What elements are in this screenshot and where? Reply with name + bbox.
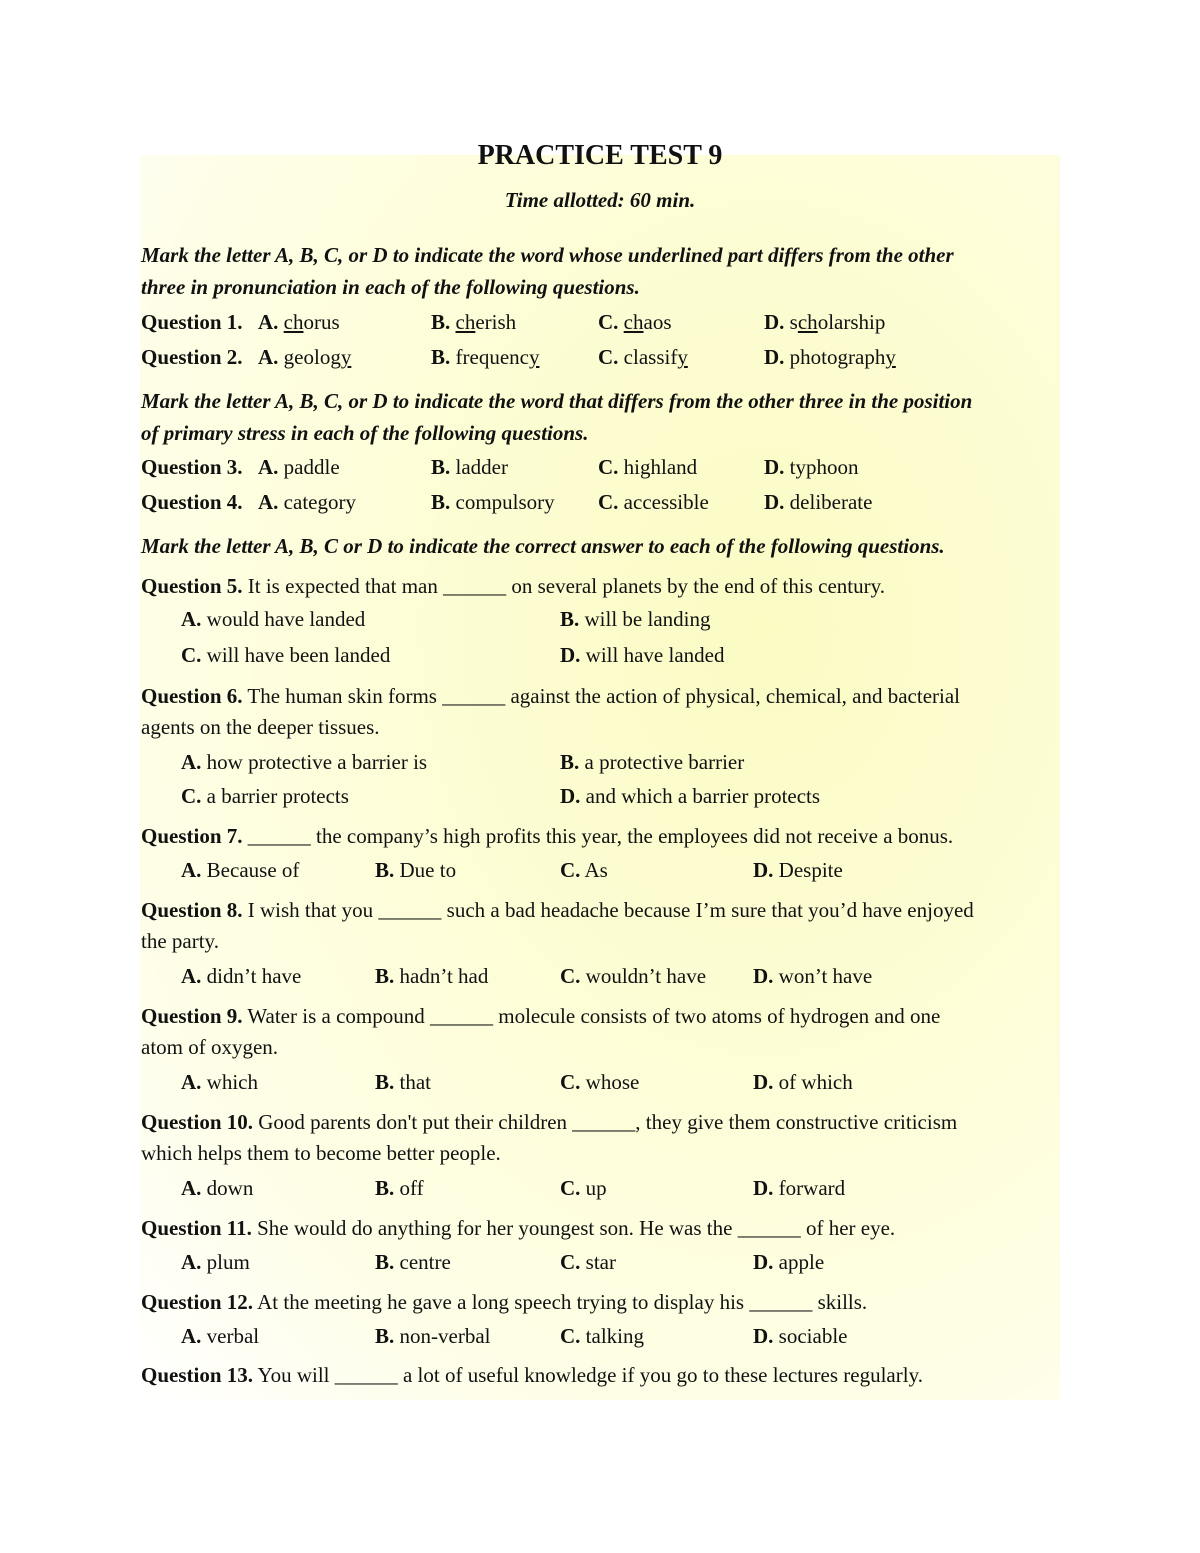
q8-option-d: D. won’t have — [753, 964, 873, 988]
q8-option-a: A. didn’t have — [181, 964, 302, 988]
q9-option-a: A. which — [181, 1070, 258, 1094]
q5-option-b: B. will be landing — [560, 607, 711, 631]
question-11: Question 11. She would do anything for her youngest son. He was the ______ of her eye. — [141, 1216, 896, 1240]
q1-option-b — [431, 310, 516, 335]
question-8-line2: the party. — [141, 929, 219, 953]
q6-option-b: B. a protective barrier — [560, 750, 745, 774]
instruction-pronunciation-line1: Mark the letter A, B, C, or D to indicate the word whose underlined part differs from the other — [141, 243, 954, 267]
q7-option-a: A. Because of — [181, 858, 300, 882]
page-title: PRACTICE TEST 9 — [477, 140, 723, 171]
instruction-pronunciation-line2: three in pronunciation in each of the following questions. — [141, 275, 640, 299]
q2-option-a: A. geology — [258, 345, 352, 369]
q10-option-a: A. down — [181, 1176, 254, 1200]
question-9-line1: Question 9. Water is a compound ______ molecule consists of two atoms of hydrogen and one — [141, 1004, 941, 1028]
q12-option-a: A. verbal — [181, 1324, 260, 1348]
q7-option-b: B. Due to — [375, 858, 457, 882]
question-7: Question 7. ______ the company’s high profits this year, the employees did not receive a bonus. — [141, 824, 954, 848]
q12-option-d: D. sociable — [753, 1324, 848, 1348]
q6-option-a: A. how protective a barrier is — [181, 750, 428, 774]
question-1-label: Question 1. — [141, 310, 243, 334]
q9-option-c: C. whose — [560, 1070, 640, 1094]
q10-option-d: D. forward — [753, 1176, 846, 1200]
q3-option-c: C. highland — [598, 455, 698, 479]
q5-option-a: A. would have landed — [181, 607, 366, 631]
q6-option-c: C. a barrier protects — [181, 784, 349, 808]
q4-option-c: C. accessible — [598, 490, 709, 514]
question-3-label: Question 3. — [141, 455, 243, 479]
q3-option-d: D. typhoon — [764, 455, 859, 479]
q2-option-b: B. frequency — [431, 345, 540, 369]
question-12: Question 12. At the meeting he gave a long speech trying to display his ______ skills. — [141, 1290, 868, 1314]
q11-option-a: A. plum — [181, 1250, 250, 1274]
q1-option-b-word: cherish — [455, 310, 517, 334]
q1-option-b-letter: B. — [431, 310, 451, 334]
question-9-line2: atom of oxygen. — [141, 1035, 279, 1059]
q7-option-c: C. As — [560, 858, 608, 882]
instruction-stress-line1: Mark the letter A, B, C, or D to indicate the word that differs from the other three in the position — [141, 389, 973, 413]
q9-option-d: D. of which — [753, 1070, 853, 1094]
q3-option-a: A. paddle — [258, 455, 340, 479]
q5-option-d: D. will have landed — [560, 643, 725, 667]
time-allotted: Time allotted: 60 min. — [504, 188, 696, 212]
q1-option-a-letter: A. — [258, 310, 279, 334]
q11-option-c: C. star — [560, 1250, 616, 1274]
question-10-line1: Question 10. Good parents don't put their children ______, they give them constructive criticism — [141, 1110, 958, 1134]
q8-option-b: B. hadn’t had — [375, 964, 489, 988]
question-4-label: Question 4. — [141, 490, 243, 514]
instruction-stress-line2: of primary stress in each of the following questions. — [141, 421, 589, 445]
question-6-line2: agents on the deeper tissues. — [141, 715, 380, 739]
question-13: Question 13. You will ______ a lot of useful knowledge if you go to these lectures regularly. — [141, 1363, 923, 1387]
q9-option-b: B. that — [375, 1070, 432, 1094]
q1-option-a — [258, 310, 340, 335]
q1-option-d-letter: D. — [764, 310, 785, 334]
q11-option-d: D. apple — [753, 1250, 825, 1274]
q1-option-a-word: chorus — [283, 310, 340, 334]
q2-option-d: D. photography — [764, 345, 896, 369]
q6-option-d: D. and which a barrier protects — [560, 784, 821, 808]
q1-option-d — [764, 310, 885, 335]
question-10-line2: which helps them to become better people. — [141, 1141, 501, 1165]
q7-option-d: D. Despite — [753, 858, 843, 882]
q10-option-b: B. off — [375, 1176, 424, 1200]
instruction-correct-answer: Mark the letter A, B, C or D to indicate the correct answer to each of the following questions. — [141, 534, 945, 558]
background-highlight — [140, 155, 1060, 1400]
q1-option-c-letter: C. — [598, 310, 619, 334]
q4-option-b: B. compulsory — [431, 490, 555, 514]
q12-option-b: B. non-verbal — [375, 1324, 491, 1348]
q5-option-c: C. will have been landed — [181, 643, 391, 667]
q1-option-c — [598, 310, 672, 335]
q4-option-a: A. category — [258, 490, 356, 514]
q1-option-c-word: chaos — [623, 310, 672, 334]
q11-option-b: B. centre — [375, 1250, 451, 1274]
question-8-line1: Question 8. I wish that you ______ such a bad headache because I’m sure that you’d have enjoyed — [141, 898, 974, 922]
q12-option-c: C. talking — [560, 1324, 644, 1348]
q2-option-c: C. classify — [598, 345, 688, 369]
question-6-line1: Question 6. The human skin forms ______ against the action of physical, chemical, and bacterial — [141, 684, 961, 708]
question-5: Question 5. It is expected that man ______ on several planets by the end of this century. — [141, 574, 885, 598]
q3-option-b: B. ladder — [431, 455, 508, 479]
q10-option-c: C. up — [560, 1176, 607, 1200]
q1-option-d-word: scholarship — [789, 310, 886, 334]
q4-option-d: D. deliberate — [764, 490, 873, 514]
q8-option-c: C. wouldn’t have — [560, 964, 707, 988]
question-2-label: Question 2. — [141, 345, 243, 369]
